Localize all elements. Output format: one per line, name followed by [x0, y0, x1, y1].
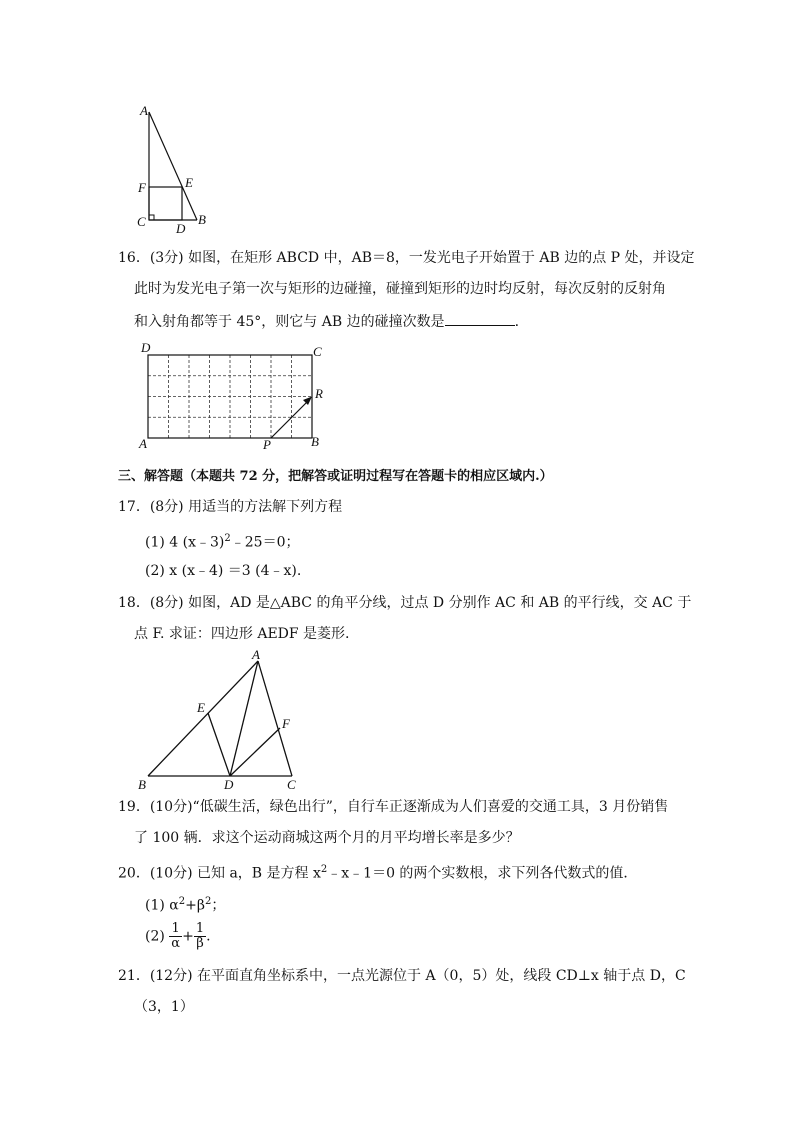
fraction-1-over-alpha: [169, 922, 182, 951]
q19-line-1: 19．(10分)“低碳生活，绿色出行”，自行车正逐渐成为人们喜爱的交通工具，3 月份销售: [118, 799, 669, 815]
q20-part-1-a: (1) α: [145, 897, 179, 914]
q16-line-1: 16．(3分) 如图，在矩形 ABCD 中，AB＝8，一发光电子开始置于 AB 边的点 P 处，并设定: [118, 250, 695, 266]
segment-ab: [149, 112, 197, 220]
label-p: P: [263, 437, 271, 450]
q21-line-1: 21．(12分) 在平面直角坐标系中，一点光源位于 A（0，5）处，线段 CD⊥x 轴于点 D，C: [118, 968, 686, 984]
figure-q15-triangle: [130, 100, 220, 235]
exponent: 2: [320, 864, 328, 875]
numerator: 1: [169, 922, 182, 937]
fraction-1-over-beta: [194, 922, 206, 951]
label-a: A: [140, 103, 148, 118]
label-d: D: [224, 777, 234, 792]
label-e: E: [197, 700, 205, 715]
label-c: C: [287, 777, 296, 792]
segment-ad: [230, 661, 258, 776]
q20-stem: [118, 860, 637, 884]
right-angle-mark: [149, 215, 154, 220]
q16-line-3-text: 和入射角都等于 45°，则它与 AB 边的碰撞次数是: [134, 314, 445, 330]
label-c: C: [313, 344, 322, 359]
label-a: A: [139, 436, 147, 450]
label-d: D: [141, 340, 151, 355]
exponent: 2: [224, 533, 231, 544]
q16-line-3-end: .: [514, 314, 520, 330]
q17-part-2: (2) x (x﹣4) ＝3 (4﹣x).: [145, 563, 302, 579]
label-b: B: [198, 212, 206, 227]
figure-q16-rectangle-grid: [135, 340, 330, 450]
q17-stem: 17．(8分) 用适当的方法解下列方程: [118, 499, 343, 515]
label-a: A: [252, 647, 260, 662]
section-3-heading: 三、解答题（本题共 72 分，把解答或证明过程写在答题卡的相应区域内.）: [118, 469, 553, 484]
q17-part-1-a: (1) 4 (x﹣3): [145, 534, 225, 551]
denominator: α: [171, 936, 181, 951]
q18-line-1: 18．(8分) 如图，AD 是△ABC 的角平分线，过点 D 分别作 AC 和 AB 的平行线，交 AC 于: [118, 595, 692, 611]
q17-part-1-b: ﹣25＝0；: [230, 534, 300, 551]
q20-part-1-b: +β: [185, 897, 205, 914]
q21-line-2: （3，1）: [134, 999, 194, 1015]
q17-part-1: [145, 529, 299, 553]
q20-part-1-c: ；: [211, 897, 226, 914]
q19-line-2: 了 100 辆．求这个运动商城这两个月的月平均增长率是多少？: [134, 830, 520, 846]
label-e: E: [185, 175, 193, 190]
label-r: R: [315, 386, 323, 401]
segment-de: [208, 713, 230, 776]
label-b: B: [311, 434, 319, 449]
numerator: 1: [195, 921, 205, 936]
label-c: C: [137, 214, 146, 229]
q20-stem-b: ﹣x﹣1＝0 的两个实数根，求下列各代数式的值．: [327, 865, 638, 882]
denominator: β: [196, 936, 204, 951]
label-d: D: [176, 221, 186, 235]
q16-line-3: [134, 311, 519, 332]
label-f: F: [282, 716, 290, 731]
label-f: F: [138, 180, 146, 195]
exponent: 2: [204, 896, 212, 907]
q18-line-2: 点 F. 求证：四边形 AEDF 是菱形.: [134, 626, 350, 642]
period: .: [206, 928, 211, 945]
answer-blank[interactable]: [445, 311, 515, 326]
arrowhead: [303, 397, 312, 406]
segment-df: [230, 728, 280, 776]
figure-q18-triangle: [135, 645, 305, 795]
grid-dashed-lines: [148, 355, 312, 438]
q20-part-2-label: (2): [145, 928, 165, 945]
plus-sign: +: [182, 928, 194, 945]
segment-ab: [148, 661, 258, 776]
label-b: B: [138, 777, 146, 792]
arrow-path-pr: [271, 400, 309, 438]
q20-stem-a: 20．(10分) 已知 a，B 是方程 x: [118, 865, 321, 882]
q16-line-2: 此时为发光电子第一次与矩形的边碰撞，碰撞到矩形的边时均反射，每次反射的反射角: [134, 281, 666, 297]
q20-part-1: [145, 892, 225, 916]
exponent: 2: [178, 896, 186, 907]
q20-part-2: [145, 922, 211, 951]
